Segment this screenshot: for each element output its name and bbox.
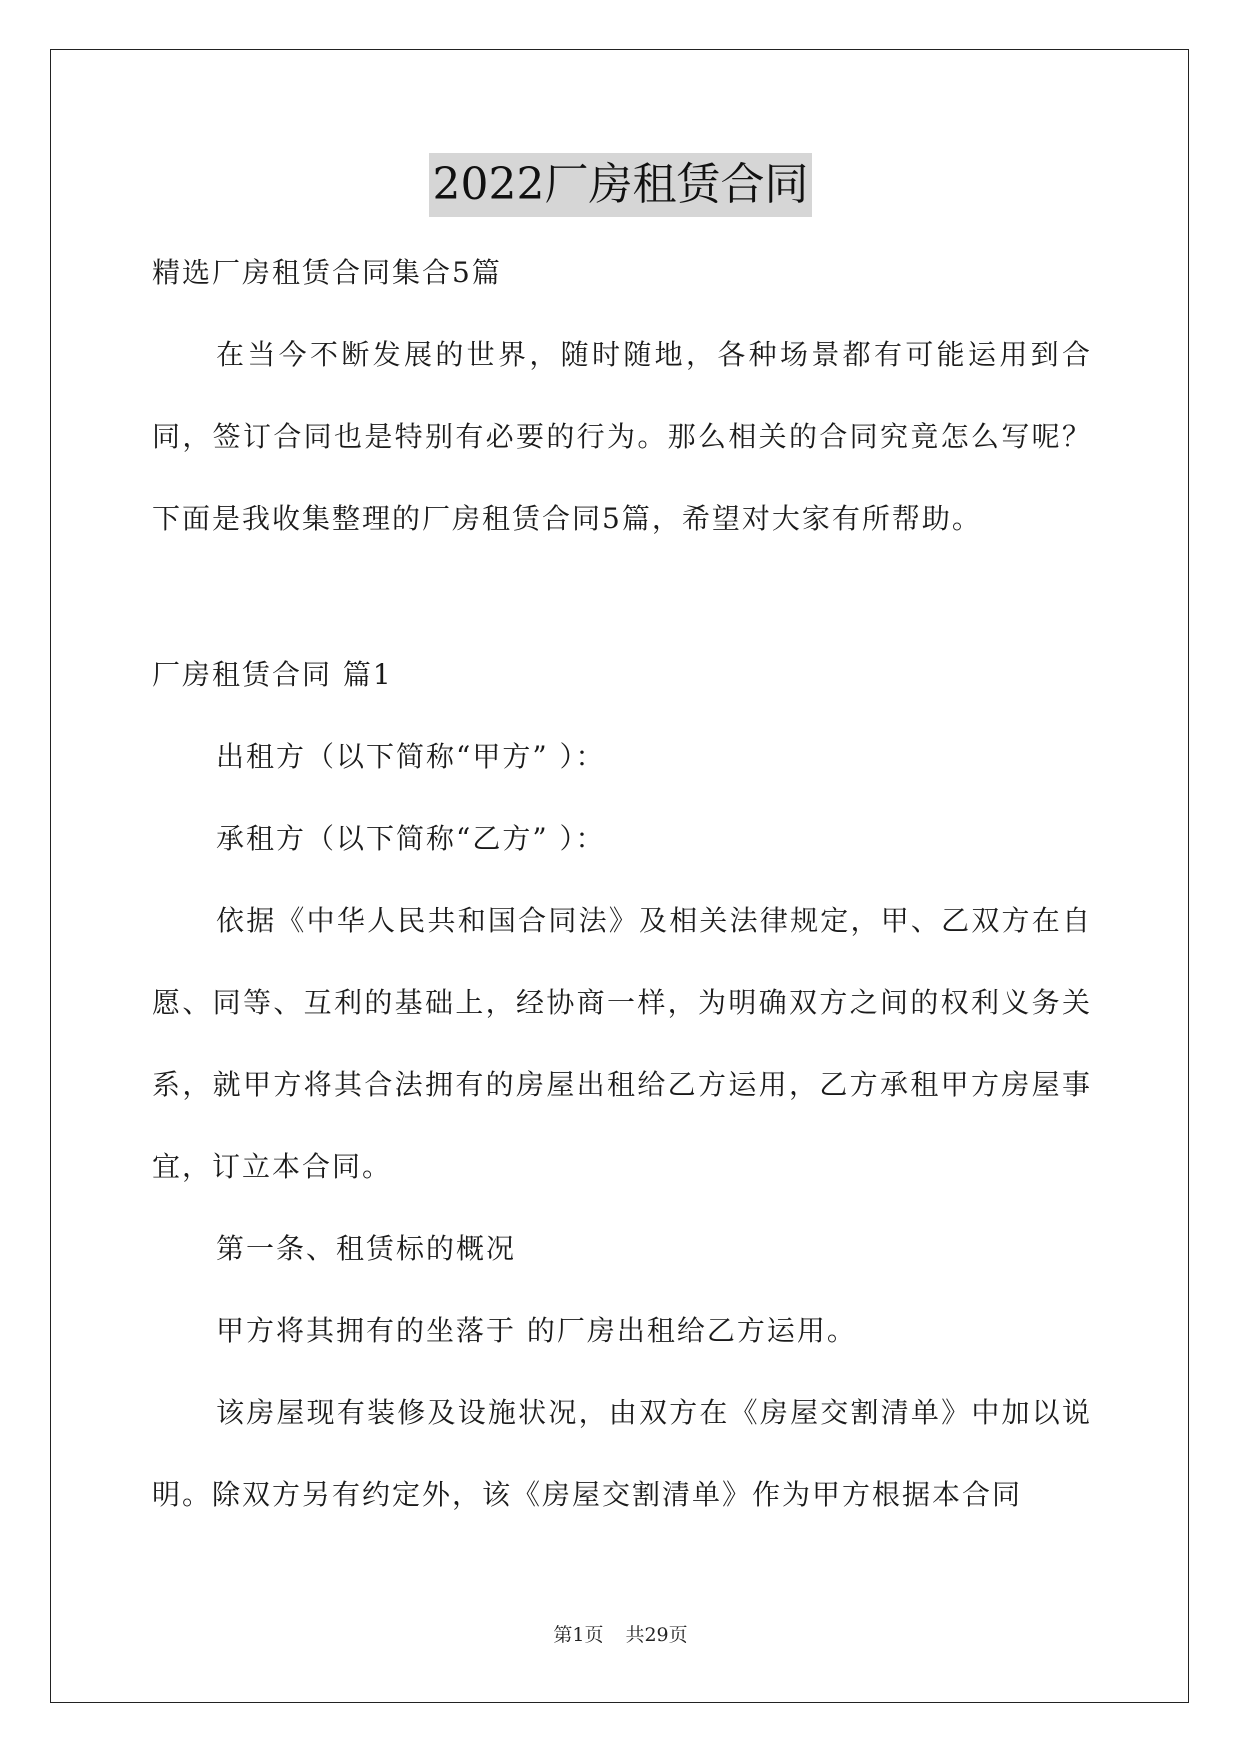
page-total: 共29页 (625, 1624, 688, 1646)
section-heading: 厂房租赁合同 篇1 (152, 658, 393, 691)
page-number: 第1页 (553, 1624, 604, 1646)
page-footer (0, 1620, 1241, 1647)
document-body (152, 232, 1092, 1536)
basis-paragraph: 依据《中华人民共和国合同法》及相关法律规定，甲、乙双方在自愿、同等、互利的基础上，经协商一样，为明确双方之间的权利义务关系，就甲方将其合法拥有的房屋出租给乙方运用，乙方承租甲方房屋事宜，订立本合同。 (152, 904, 1092, 1183)
handover-paragraph: 该房屋现有装修及设施状况，由双方在《房屋交割清单》中加以说明。除双方另有约定外，该《房屋交割清单》作为甲方根据本合同 (152, 1396, 1092, 1511)
location-paragraph: 甲方将其拥有的坐落于 的厂房出租给乙方运用。 (216, 1314, 857, 1347)
subtitle-paragraph: 精选厂房租赁合同集合5篇 (152, 256, 502, 289)
lessor-line: 出租方（以下简称“甲方” ）： (216, 740, 606, 773)
lessee-line: 承租方（以下简称“乙方” ）： (216, 822, 606, 855)
intro-paragraph: 在当今不断发展的世界，随时随地，各种场景都有可能运用到合同，签订合同也是特别有必要的行为。那么相关的合同究竟怎么写呢？下面是我收集整理的厂房租赁合同5篇，希望对大家有所帮助。 (152, 338, 1092, 535)
title-container (0, 153, 1241, 217)
document-title: 2022厂房租赁合同 (429, 153, 813, 217)
article-one-heading: 第一条、租赁标的概况 (216, 1232, 517, 1265)
